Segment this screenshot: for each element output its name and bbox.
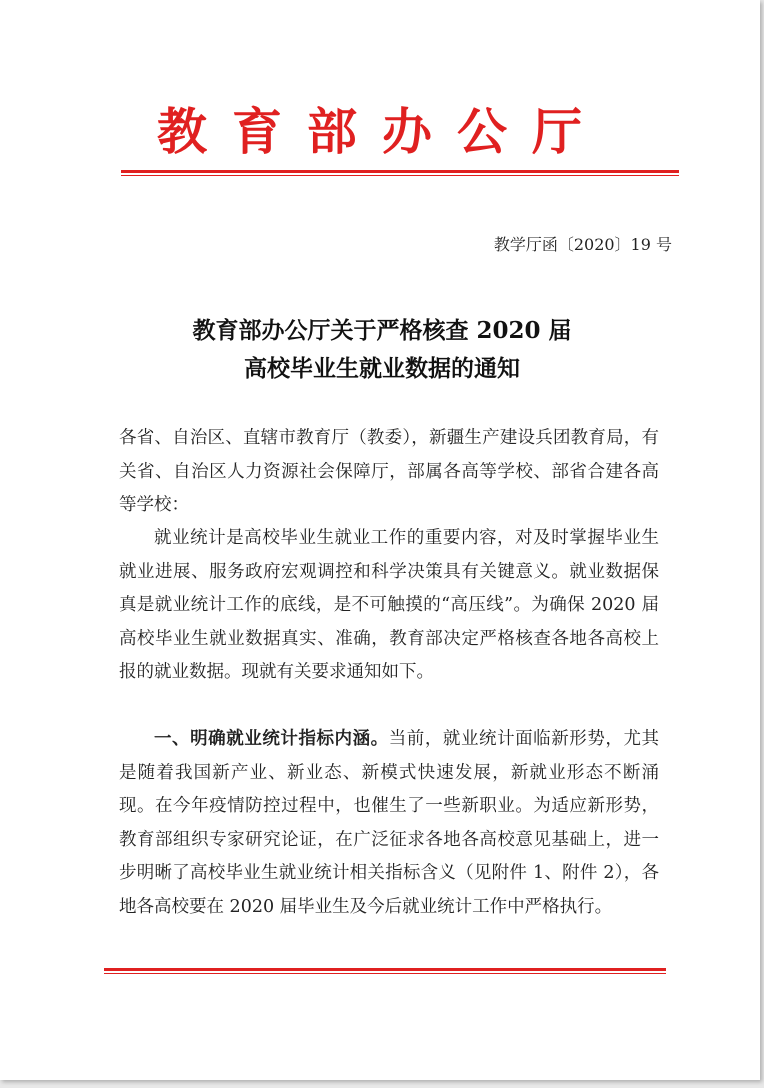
red-rule-thick (121, 170, 679, 173)
letterhead-red-rule (121, 170, 679, 178)
document-title-line1: 教育部办公厅关于严格核查 2020 届 (192, 317, 572, 344)
document-title-line2: 高校毕业生就业数据的通知 (244, 355, 520, 382)
paragraph-1: 就业统计是高校毕业生就业工作的重要内容，对及时掌握毕业生就业进展、服务政府宏观调控和科学决策具有关键意义。就业数据保真是就业统计工作的底线，是不可触摸的“高压线”。为确保 2020 届高校毕业生就业数据真实、准确，教育部决定严格核查各地各高校上报的就业数据。现就有关要求通知如下。 (119, 528, 659, 683)
paragraph-2-text: 当前，就业统计面临新形势，尤其是随着我国新产业、新业态、新模式快速发展，新就业形态不断涌现。在今年疫情防控过程中，也催生了一些新职业。为适应新形势，教育部组织专家研究论证，在广泛征求各地各高校意见基础上，进一步明晰了高校毕业生就业统计相关指标含义（见附件 1、附件 2），各地各高校要在 2020 届毕业生及今后就业统计工作中严格执行。 (119, 729, 660, 917)
red-rule-thin (121, 175, 679, 176)
salutation: 各省、自治区、直辖市教育厅（教委），新疆生产建设兵团教育局，有关省、自治区人力资源社会保障厅，部属各高等学校、部省合建各高等学校： (119, 428, 659, 516)
paragraph-2 (119, 723, 659, 925)
footer-rule-thick (104, 968, 666, 971)
document-number: 教学厅函〔2020〕19 号 (493, 235, 672, 254)
section-heading-1: 一、明确就业统计指标内涵。 (154, 729, 389, 749)
letterhead-org-name: 教育部办公厅 (157, 102, 607, 161)
footer-rule-thin (104, 973, 666, 974)
footer-red-rule (104, 968, 666, 976)
